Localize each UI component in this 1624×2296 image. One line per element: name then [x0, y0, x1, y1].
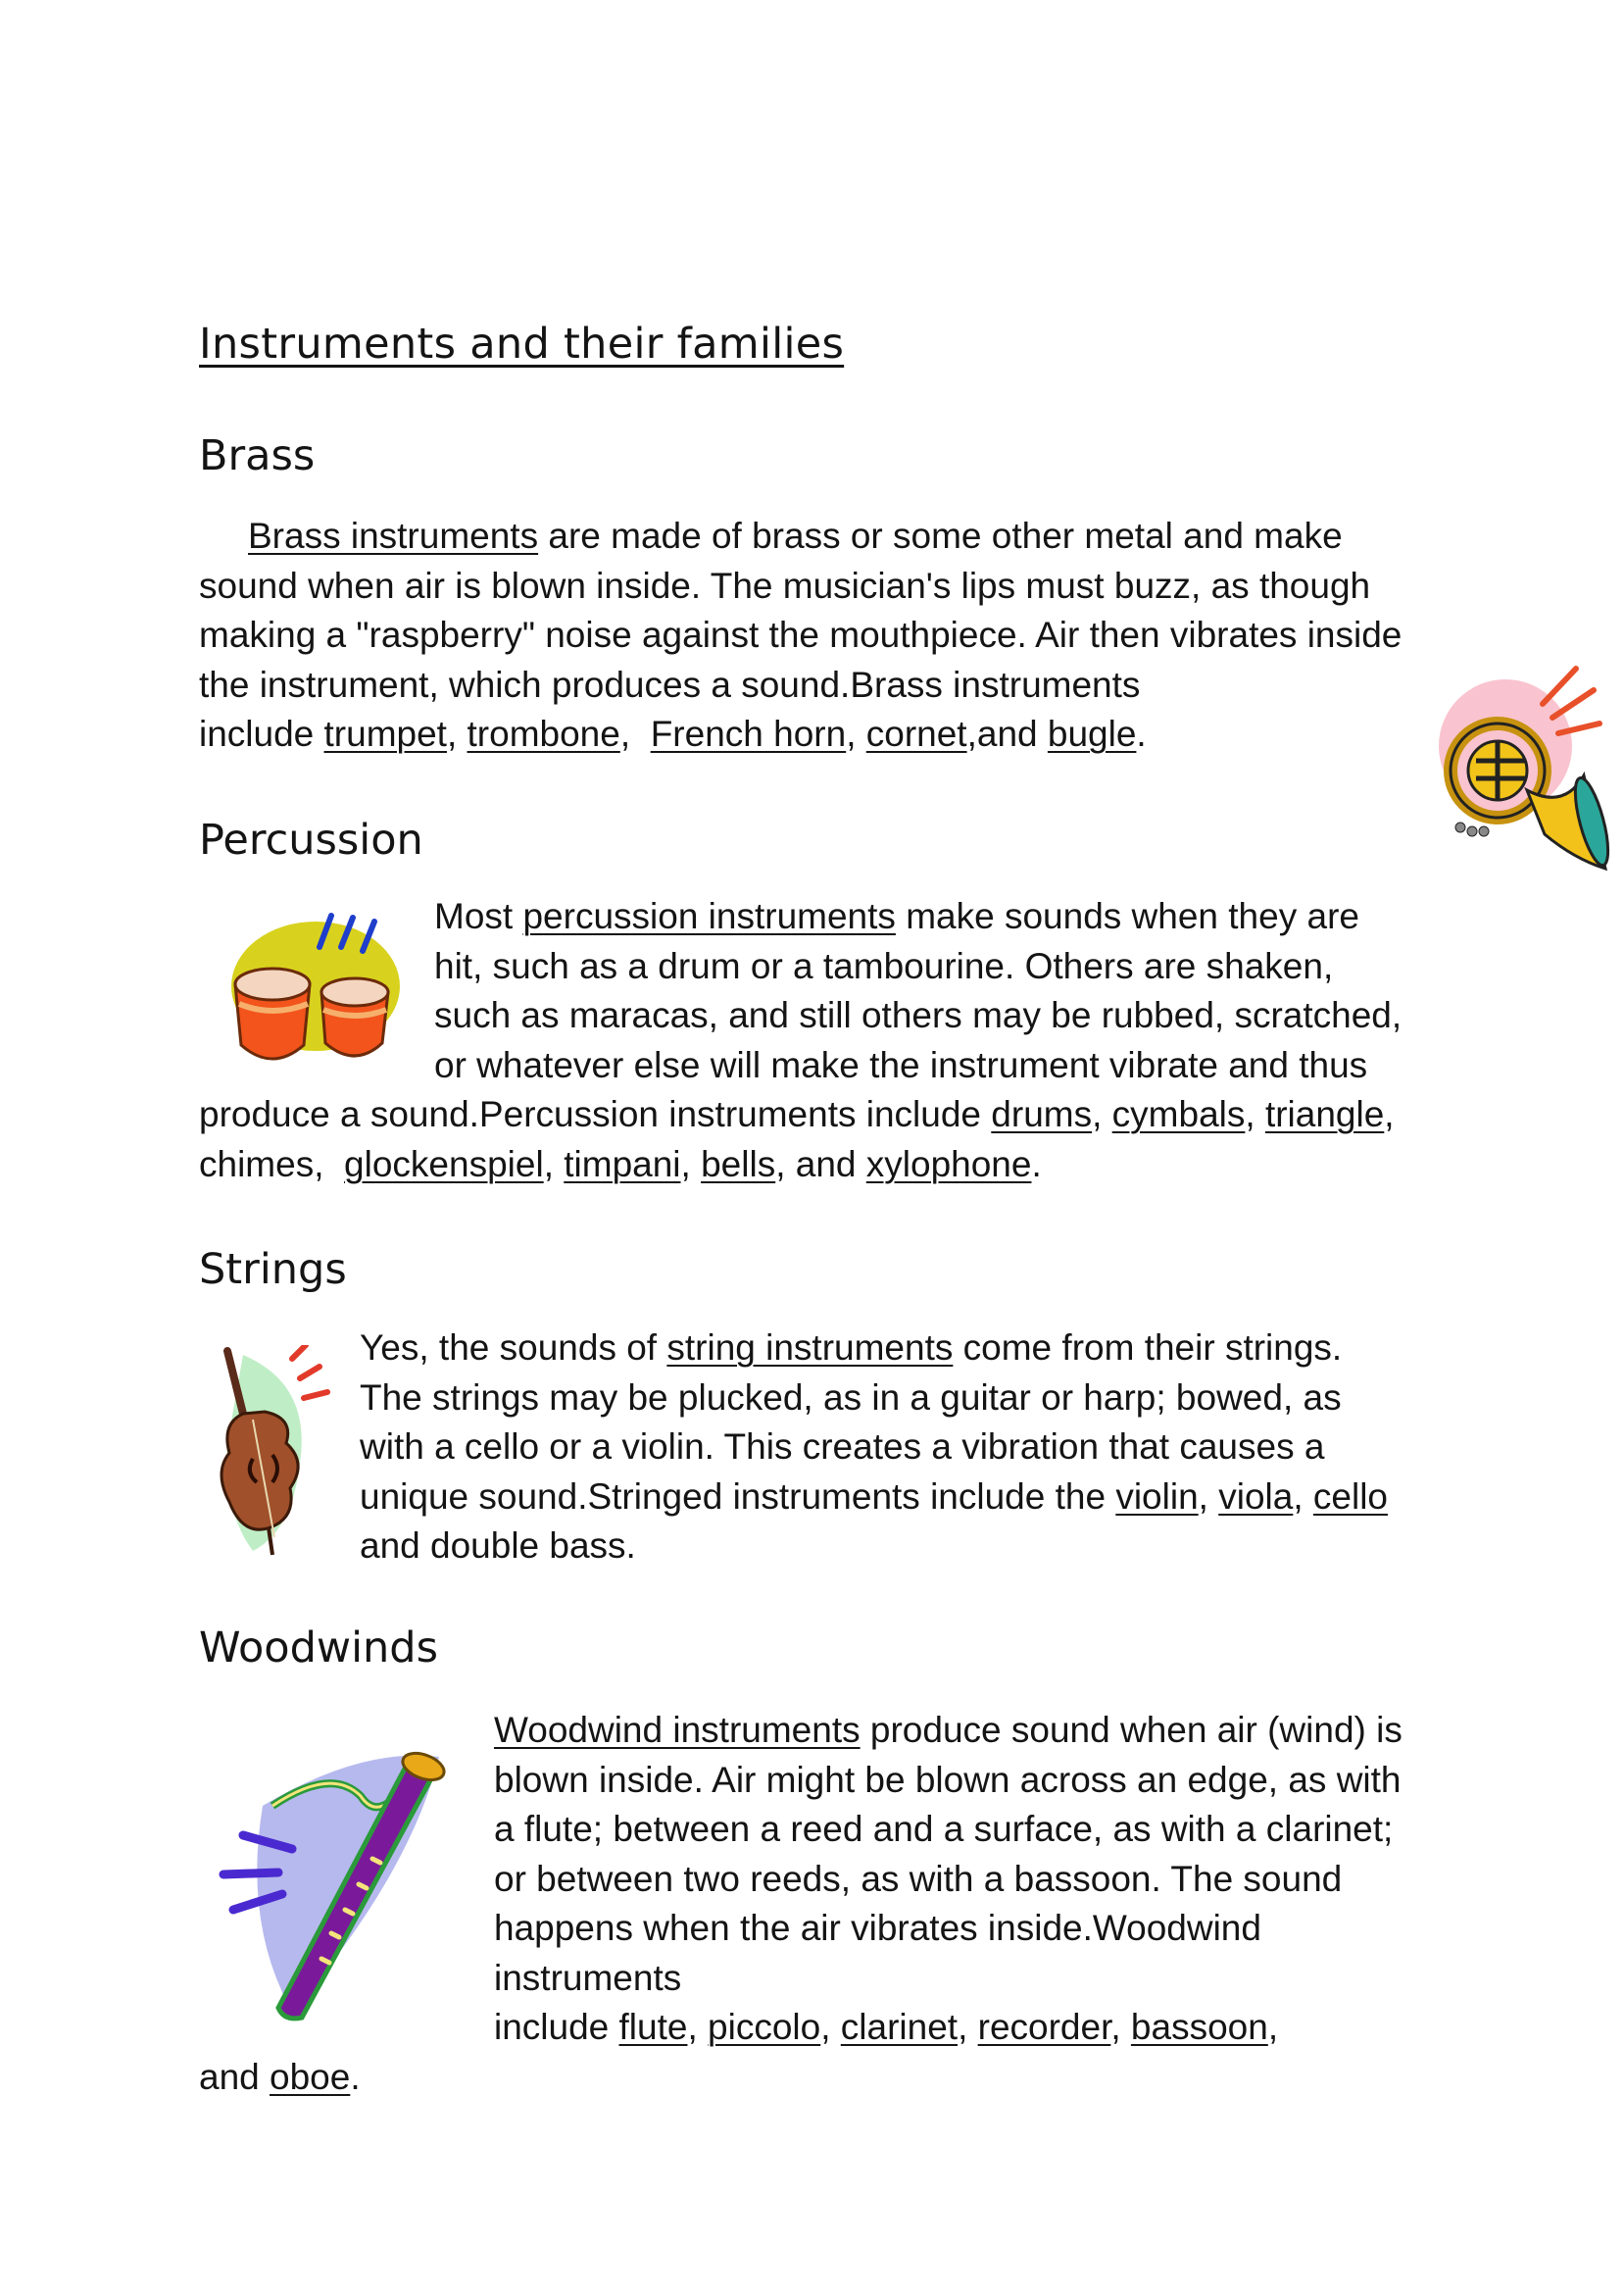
- link-cymbals[interactable]: cymbals: [1111, 1094, 1246, 1134]
- paragraph-brass: Brass instruments are made of brass or some other metal and make sound when air is blown inside. The musician's lips must buzz, as though making a "raspberry" noise against the mouthpiece. Air then vibrates inside the instrument, which produces a sound.Brass instruments include trumpet, trombone, French horn, cornet,and bugle.: [199, 516, 1403, 754]
- link-recorder[interactable]: recorder: [977, 2007, 1111, 2047]
- link-oboe[interactable]: oboe: [270, 2057, 351, 2097]
- paragraph-woodwinds-end: and oboe.: [199, 2057, 361, 2097]
- bongo-drums-icon: [225, 908, 404, 1071]
- link-flute[interactable]: flute: [618, 2007, 688, 2047]
- paragraph-woodwinds: Woodwind instruments produce sound when air (wind) is blown inside. Air might be blown across an edge, as with a flute; between a reed and a surface, as with a clarinet; or between two reeds, as with a bassoon. The sound happens when the air vibrates inside.Woodwind instruments include flute, piccolo, clarinet, recorder, bassoon,: [494, 1710, 1403, 2047]
- heading-strings: Strings: [199, 1245, 347, 1294]
- violin-icon: [214, 1345, 331, 1563]
- paragraph-strings: Yes, the sounds of string instruments come from their strings. The strings may be plucked, as in a guitar or harp; bowed, as with a cello or a violin. This creates a vibration that causes a unique sound.Stringed instruments include the violin, viola, cello and double bass.: [360, 1327, 1388, 1566]
- page-title: Instruments and their families: [199, 320, 845, 369]
- link-cornet[interactable]: cornet: [865, 714, 967, 754]
- link-brass-instruments[interactable]: Brass instruments: [248, 516, 539, 556]
- link-xylophone[interactable]: xylophone: [865, 1143, 1032, 1184]
- paragraph-percussion-bottom: produce a sound.Percussion instruments include drums, cymbals, triangle, chimes, glockenspiel, timpani, bells, and xylophone.: [199, 1094, 1395, 1184]
- link-trumpet[interactable]: trumpet: [323, 714, 447, 754]
- link-bugle[interactable]: bugle: [1047, 714, 1137, 754]
- link-french-horn[interactable]: French horn: [650, 714, 847, 754]
- link-clarinet[interactable]: clarinet: [840, 2007, 959, 2047]
- link-percussion-instruments[interactable]: percussion instruments: [522, 896, 896, 936]
- link-bassoon[interactable]: bassoon: [1130, 2007, 1268, 2047]
- heading-woodwinds: Woodwinds: [199, 1623, 438, 1672]
- link-woodwind-instruments[interactable]: Woodwind instruments: [494, 1710, 861, 1750]
- link-string-instruments[interactable]: string instruments: [666, 1327, 954, 1368]
- paragraph-percussion-top: Most percussion instruments make sounds when they are hit, such as a drum or a tambourine. Others are shaken, such as maracas, and still others may be rubbed, scratched, or whatever else will make the instrument vibrate and thus: [434, 896, 1403, 1085]
- link-viola[interactable]: viola: [1218, 1475, 1294, 1517]
- link-cello[interactable]: cello: [1312, 1475, 1388, 1517]
- link-piccolo[interactable]: piccolo: [708, 2007, 821, 2047]
- bassoon-icon: [214, 1727, 461, 2033]
- link-bells[interactable]: bells: [701, 1143, 776, 1184]
- link-violin[interactable]: violin: [1115, 1475, 1199, 1517]
- french-horn-icon: [1437, 663, 1611, 873]
- link-drums[interactable]: drums: [991, 1094, 1093, 1134]
- link-glockenspiel[interactable]: glockenspiel: [344, 1143, 544, 1184]
- heading-percussion: Percussion: [199, 816, 423, 865]
- link-timpani[interactable]: timpani: [564, 1143, 681, 1184]
- heading-brass: Brass: [199, 431, 316, 480]
- link-trombone[interactable]: trombone: [467, 714, 620, 754]
- link-triangle[interactable]: triangle: [1264, 1094, 1385, 1134]
